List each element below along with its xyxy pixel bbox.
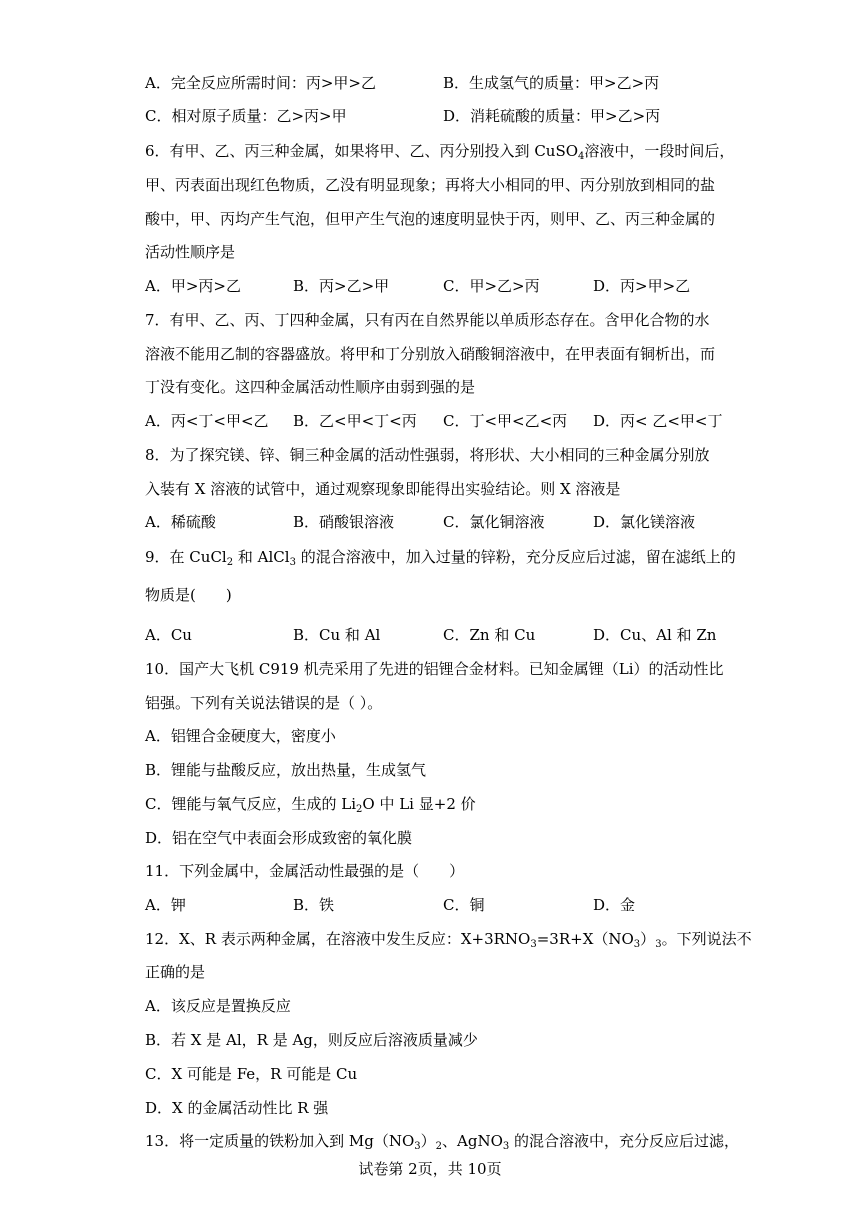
q7-stem-line-1: 7．有甲、乙、丙、丁四种金属，只有丙在自然界能以单质形态存在。含甲化合物的水 [145,311,710,329]
q7-option-b: B．乙<甲<丁<丙 [293,412,417,430]
q10-option-b: B．锂能与盐酸反应，放出热量，生成氢气 [145,761,427,779]
q10-option-d: D．铝在空气中表面会形成致密的氧化膜 [145,829,413,847]
q6-stem-line-2: 甲、丙表面出现红色物质，乙没有明显现象；再将大小相同的甲、丙分别放到相同的盐 [145,176,716,194]
q11-stem: 11．下列金属中，金属活动性最强的是（ ） [145,862,465,880]
q6-stem-line-1: 6．有甲、乙、丙三种金属，如果将甲、乙、丙分别投入到 CuSO$_4$溶液中，一段时间后， [145,142,735,162]
q11-option-a: A．钾 [145,896,186,914]
q6-option-c: C．甲>乙>丙 [443,277,540,295]
q6-stem-line-4: 活动性顺序是 [145,243,236,261]
q7-option-d: D．丙< 乙<甲<丁 [593,412,723,430]
q8-option-a: A．稀硫酸 [145,513,216,531]
q5-option-a: A．完全反应所需时间：丙>甲>乙 [145,74,376,92]
q12-option-a: A．该反应是置换反应 [145,997,291,1015]
q10-option-a: A．铝锂合金硬度大，密度小 [145,727,336,745]
q12-option-c: C．X 可能是 Fe，R 可能是 Cu [145,1065,358,1083]
q9-stem-line-2: 物质是( ) [145,586,232,604]
q8-option-c: C．氯化铜溶液 [443,513,545,531]
q9-option-c: C．Zn 和 Cu [443,626,536,644]
q6-option-a: A．甲>丙>乙 [145,277,241,295]
q12-option-d: D．X 的金属活动性比 R 强 [145,1099,329,1117]
q8-stem-line-2: 入装有 X 溶液的试管中，通过观察现象即能得出实验结论。则 X 溶液是 [145,480,621,498]
q11-option-b: B．铁 [293,896,335,914]
q13-stem-line-1: 13．将一定质量的铁粉加入到 $Mg(NO_3)_2$、AgNO$_3$ 的混合溶液中，充分反应后过滤， [145,1132,740,1152]
q9-option-b: B．Cu 和 Al [293,626,381,644]
q9-stem-line-1: 9．在 CuCl$_2$ 和 AlCl$_3$ 的混合溶液中，加入过量的锌粉，充分反应后过滤，留在滤纸上的 [145,548,736,568]
q7-option-a: A．丙<丁<甲<乙 [145,412,269,430]
page-footer: 试卷第 2页，共 10页 [358,1160,502,1178]
q8-stem-line-1: 8．为了探究镁、锌、铜三种金属的活动性强弱，将形状、大小相同的三种金属分别放 [145,446,710,464]
q10-option-c: C．锂能与氧气反应，生成的 $Li_2O$ 中 Li 显+2 价 [145,795,476,815]
q5-option-d: D．消耗硫酸的质量：甲>乙>丙 [443,107,661,125]
q11-option-c: C．铜 [443,896,485,914]
q5-option-c: C．相对原子质量：乙>丙>甲 [145,107,347,125]
q6-option-d: D．丙>甲>乙 [593,277,691,295]
q9-option-d: D．Cu、Al 和 Zn [593,626,717,644]
q7-option-c: C．丁<甲<乙<丙 [443,412,568,430]
q12-stem-line-2: 正确的是 [145,963,206,981]
q8-option-b: B．硝酸银溶液 [293,513,395,531]
q9-option-a: A．Cu [145,626,192,644]
q7-stem-line-3: 丁没有变化。这四种金属活动性顺序由弱到强的是 [145,378,476,396]
q10-stem-line-1: 10．国产大飞机 C919 机壳采用了先进的铝锂合金材料。已知金属锂（Li）的活动性比 [145,660,724,678]
q11-option-d: D．金 [593,896,636,914]
q6-option-b: B．丙>乙>甲 [293,277,390,295]
q5-option-b: B．生成氢气的质量：甲>乙>丙 [443,74,660,92]
q10-stem-line-2: 铝强。下列有关说法错误的是（ ）。 [145,694,383,712]
q12-stem-line-1: 12．X、R 表示两种金属，在溶液中发生反应：$X+3RNO_3=3R+X(NO_3)_3$。下列说法不 [145,930,752,950]
q8-option-d: D．氯化镁溶液 [593,513,696,531]
q12-option-b: B．若 X 是 Al，R 是 Ag，则反应后溶液质量减少 [145,1031,478,1049]
q6-stem-line-3: 酸中，甲、丙均产生气泡，但甲产生气泡的速度明显快于丙，则甲、乙、丙三种金属的 [145,210,716,228]
q7-stem-line-2: 溶液不能用乙制的容器盛放。将甲和丁分别放入硝酸铜溶液中，在甲表面有铜析出，而 [145,345,716,363]
